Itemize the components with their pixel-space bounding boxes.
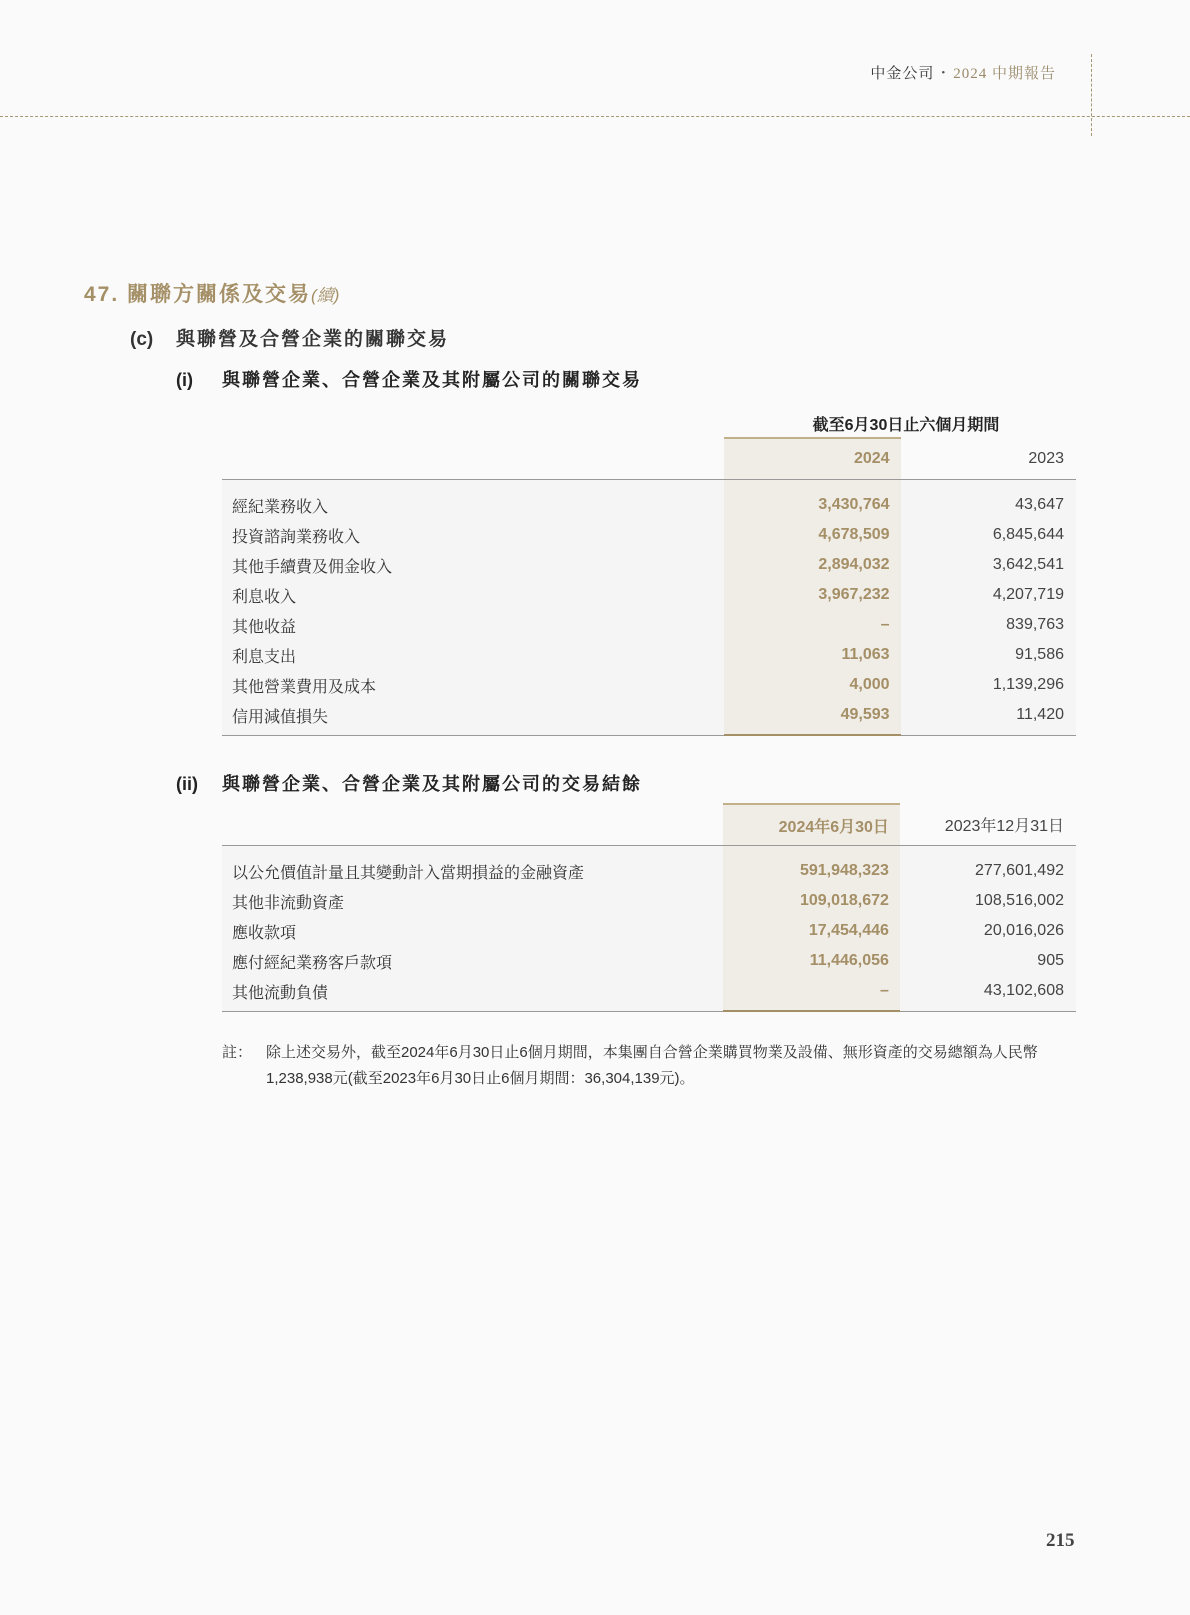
table-row [222,670,1076,700]
row-current-value: 4,678,509 [724,520,900,550]
header-dashed-vertical-rule [1091,54,1092,136]
row-label: 投資諮詢業務收入 [222,520,724,550]
row-previous-value: 1,139,296 [901,670,1076,700]
header-current-year: 2024 [724,438,900,480]
header-dashed-rule [0,116,1190,117]
row-label: 經紀業務收入 [222,480,724,521]
row-current-value: 3,967,232 [724,580,900,610]
table-row [222,976,1076,1011]
table-row [222,480,1076,521]
part-i-number: (i) [176,370,193,390]
row-label: 利息支出 [222,640,724,670]
table-row [222,946,1076,976]
row-previous-value: 108,516,002 [900,886,1076,916]
row-previous-value: 905 [900,946,1076,976]
row-label: 其他手續費及佣金收入 [222,550,724,580]
related-transactions-body [222,480,1076,736]
footnote-label: 註： [222,1044,253,1061]
header-current-date: 2024年6月30日 [723,804,900,846]
row-current-value: 11,446,056 [723,946,900,976]
header-company: 中金公司 [870,66,935,82]
row-current-value: 2,894,032 [724,550,900,580]
row-label: 其他流動負債 [222,976,723,1011]
related-transactions-table [222,437,1076,736]
part-i-title: 與聯營企業、合營企業及其附屬公司的關聯交易 [222,370,642,390]
table-row [222,550,1076,580]
balances-body [222,846,1076,1012]
section-heading [84,278,339,308]
header-previous-date: 2023年12月31日 [944,818,1064,835]
row-current-value: – [723,976,900,1011]
row-previous-value: 43,647 [901,480,1076,521]
header-separator: • [941,67,947,79]
row-previous-value: 20,016,026 [900,916,1076,946]
row-previous-value: 6,845,644 [901,520,1076,550]
row-current-value: 3,430,764 [724,480,900,521]
row-label: 應收款項 [222,916,723,946]
row-label: 其他非流動資產 [222,886,723,916]
row-label: 其他營業費用及成本 [222,670,724,700]
subsection-heading [130,324,449,351]
section-title: 關聯方關係及交易 [127,283,312,306]
table-row [222,640,1076,670]
row-label: 利息收入 [222,580,724,610]
row-previous-value: 11,420 [901,700,1076,735]
section-number: 47. [84,283,120,306]
part-i-heading [176,366,642,392]
row-previous-value: 4,207,719 [901,580,1076,610]
page-number: 215 [1046,1530,1075,1551]
row-previous-value: 91,586 [901,640,1076,670]
balances-table [222,803,1076,1012]
header-report-title: 2024 中期報告 [953,66,1056,82]
part-ii-title: 與聯營企業、合營企業及其附屬公司的交易結餘 [222,774,642,794]
row-label: 其他收益 [222,610,724,640]
row-current-value: 591,948,323 [723,846,900,887]
part-ii-number: (ii) [176,774,198,794]
table-header-row [222,804,1076,846]
row-previous-value: 839,763 [901,610,1076,640]
row-previous-value: 3,642,541 [901,550,1076,580]
footnote-text: 除上述交易外，截至2024年6月30日止6個月期間，本集團自合營企業購買物業及設備、無形資產的交易總額為人民幣1,238,938元(截至2023年6月30日止6個月期間：36,304,139元)。 [266,1044,1038,1087]
row-current-value: 11,063 [724,640,900,670]
period-header: 截至6月30日止六個月期間 [812,417,1000,434]
row-current-value: – [724,610,900,640]
table-row [222,886,1076,916]
header-label-cell [222,438,724,480]
row-current-value: 49,593 [724,700,900,735]
subsection-number: (c) [130,329,154,350]
running-header [870,62,1056,83]
table-header-row [222,438,1076,480]
table-row [222,580,1076,610]
row-current-value: 109,018,672 [723,886,900,916]
section-continued: (續) [311,286,340,305]
row-current-value: 4,000 [724,670,900,700]
subsection-title: 與聯營及合營企業的關聯交易 [176,329,450,350]
table-row [222,700,1076,735]
part-ii-heading [176,770,642,796]
table-row [222,610,1076,640]
row-previous-value: 43,102,608 [900,976,1076,1011]
row-label: 信用減值損失 [222,700,724,735]
footnote [222,1040,1078,1092]
table-row [222,916,1076,946]
row-label: 以公允價值計量且其變動計入當期損益的金融資產 [222,846,723,887]
header-label-cell [222,804,723,846]
row-previous-value: 277,601,492 [900,846,1076,887]
row-current-value: 17,454,446 [723,916,900,946]
row-label: 應付經紀業務客戶款項 [222,946,723,976]
table-row [222,520,1076,550]
table-row [222,846,1076,887]
header-previous-year: 2023 [1028,449,1064,467]
